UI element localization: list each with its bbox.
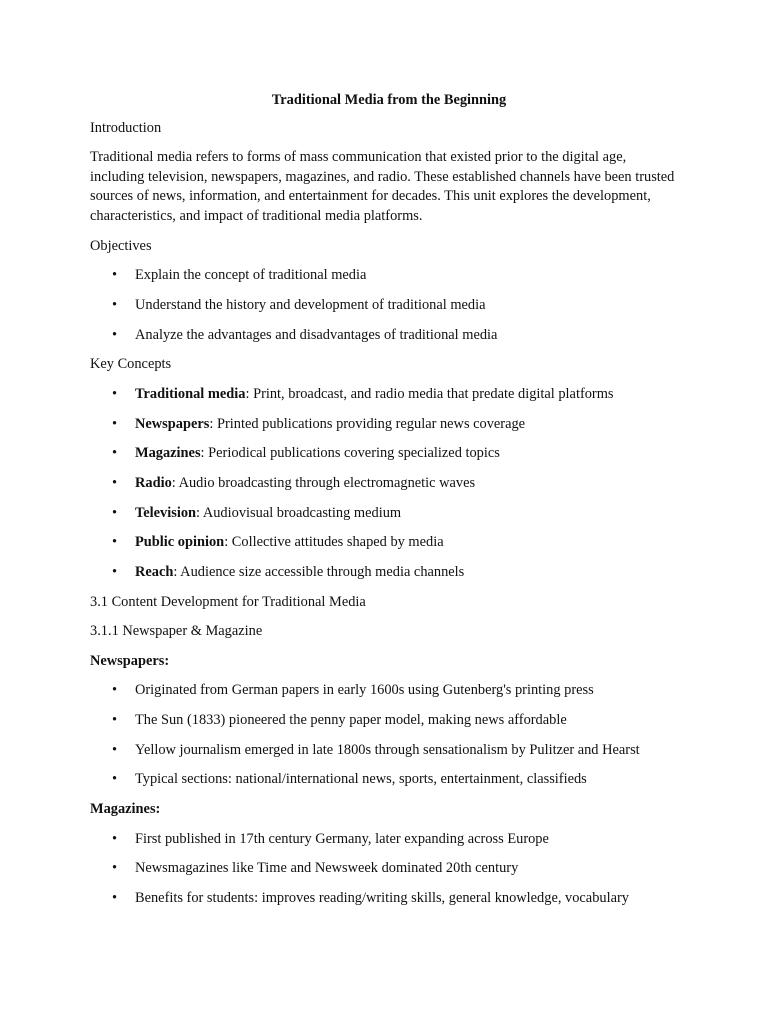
- concept-definition: : Collective attitudes shaped by media: [224, 534, 444, 551]
- objectives-heading: Objectives: [90, 237, 152, 254]
- bullet-icon: •: [112, 741, 118, 758]
- magazine-fact: First published in 17th century Germany, later expanding across Europe: [135, 830, 549, 847]
- list-item: [90, 563, 682, 583]
- list-item: [90, 385, 682, 405]
- bullet-icon: •: [112, 296, 118, 313]
- objectives-list: [90, 266, 682, 345]
- list-item: [90, 830, 682, 850]
- list-item: [90, 711, 682, 731]
- concept-definition: : Printed publications providing regular news coverage: [209, 415, 526, 432]
- concept-definition: : Audio broadcasting through electromagnetic waves: [171, 474, 476, 491]
- list-item: [90, 504, 682, 524]
- list-item: [90, 415, 682, 435]
- bullet-icon: •: [112, 415, 118, 432]
- bullet-icon: •: [112, 474, 118, 491]
- list-item: [90, 474, 682, 494]
- bullet-icon: •: [112, 860, 118, 877]
- objective-text: Analyze the advantages and disadvantages of traditional media: [135, 326, 498, 343]
- magazine-fact: Newsmagazines like Time and Newsweek dominated 20th century: [135, 860, 519, 877]
- concept-term: Public opinion: [135, 534, 225, 551]
- bullet-icon: •: [112, 385, 118, 402]
- magazines-list: [90, 830, 682, 909]
- objective-text: Understand the history and development of traditional media: [135, 296, 486, 313]
- list-item: [90, 681, 682, 701]
- concept-definition: : Audiovisual broadcasting medium: [196, 504, 402, 521]
- newspaper-fact: Typical sections: national/international news, sports, entertainment, classifieds: [135, 771, 587, 788]
- document-title: Traditional Media from the Beginning: [271, 92, 507, 108]
- bullet-icon: •: [112, 534, 118, 551]
- bullet-icon: •: [112, 326, 118, 343]
- concept-term: Magazines: [135, 445, 201, 462]
- newspaper-fact: Yellow journalism emerged in late 1800s through sensationalism by Pulitzer and Hearst: [135, 741, 640, 758]
- concept-term: Reach: [135, 563, 174, 580]
- bullet-icon: •: [112, 445, 118, 462]
- list-item: [90, 770, 682, 790]
- list-item: [90, 444, 682, 464]
- newspaper-fact: Originated from German papers in early 1600s using Gutenberg's printing press: [135, 682, 594, 699]
- list-item: [90, 889, 682, 909]
- concept-term: Radio: [135, 474, 172, 491]
- list-item: [90, 326, 682, 346]
- bullet-icon: •: [112, 504, 118, 521]
- list-item: [90, 741, 682, 761]
- concept-definition: : Audience size accessible through media channels: [173, 563, 465, 580]
- bullet-icon: •: [112, 267, 118, 284]
- concept-definition: : Periodical publications covering specialized topics: [200, 445, 500, 462]
- magazine-fact: Benefits for students: improves reading/writing skills, general knowledge, vocabulary: [135, 890, 629, 907]
- key-concepts-heading: Key Concepts: [90, 356, 172, 373]
- bullet-icon: •: [112, 563, 118, 580]
- bullet-icon: •: [112, 890, 118, 907]
- newspaper-fact: The Sun (1833) pioneered the penny paper model, making news affordable: [135, 712, 567, 729]
- list-item: [90, 296, 682, 316]
- section-heading-3-1: 3.1 Content Development for Traditional Media: [90, 593, 366, 610]
- newspapers-heading: Newspapers:: [90, 652, 170, 669]
- introduction-heading: Introduction: [90, 119, 162, 136]
- concept-term: Newspapers: [135, 415, 210, 432]
- list-item: [90, 266, 682, 286]
- bullet-icon: •: [112, 771, 118, 788]
- bullet-icon: •: [112, 830, 118, 847]
- bullet-icon: •: [112, 712, 118, 729]
- bullet-icon: •: [112, 682, 118, 699]
- introduction-paragraph: Traditional media refers to forms of mass communication that existed prior to the digital age, including television, newspapers, magazines, and radio. These established channels have been trusted sources of news, information, and entertainment for decades. This unit explores the development, characteristics, and impact of traditional media platforms.: [90, 149, 675, 224]
- magazines-heading: Magazines:: [90, 801, 161, 818]
- concept-term: Traditional media: [135, 385, 246, 402]
- section-heading-3-1-1: 3.1.1 Newspaper & Magazine: [90, 623, 263, 640]
- list-item: [90, 533, 682, 553]
- list-item: [90, 859, 682, 879]
- key-concepts-list: [90, 385, 682, 583]
- newspapers-list: [90, 681, 682, 790]
- objective-text: Explain the concept of traditional media: [135, 267, 367, 284]
- concept-term: Television: [135, 504, 197, 521]
- concept-definition: : Print, broadcast, and radio media that predate digital platforms: [245, 385, 614, 402]
